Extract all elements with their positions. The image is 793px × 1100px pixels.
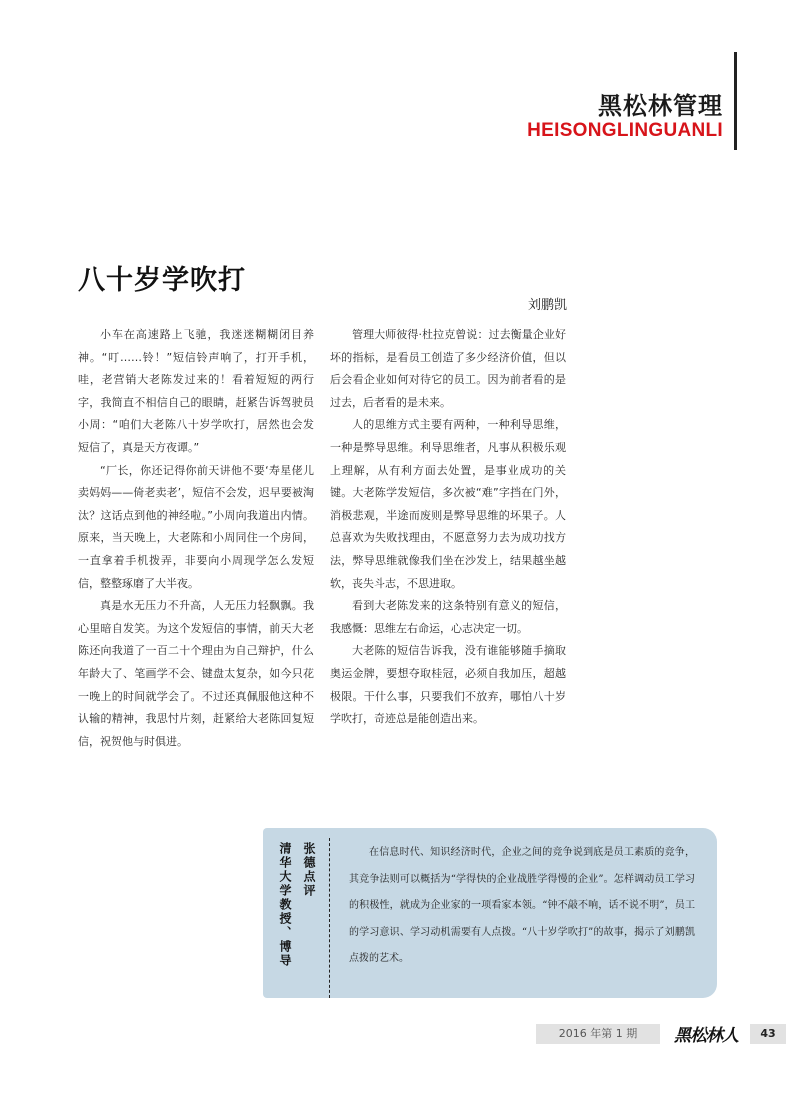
magazine-logo-text: 黑松林人 — [674, 1025, 738, 1046]
article-author: 刘鹏凯 — [527, 298, 567, 313]
commentary-commenter: 张德点评 — [302, 842, 316, 898]
article-title: 八十岁学吹打 — [78, 265, 246, 296]
paragraph: 真是水无压力不升高，人无压力轻飘飘。我心里暗自发笑。为这个发短信的事情，前天大老陈还向我道了一百二十个理由为自己辩护，什么年龄大了、笔画学不会、键盘太复杂，如今只花一晚上的时间就学会了。不过还真佩服他这种不认输的精神，我思忖片刻，赶紧给大老陈回复短信，祝贺他与时俱进。 — [78, 599, 314, 748]
magazine-logo — [662, 1022, 750, 1044]
page-number: 43 — [750, 1024, 786, 1044]
paragraph: “厂长，你还记得你前天讲他不要‘寿星佬儿卖妈妈——倚老卖老’，短信不会发，迟早要被淘汰？这话点到他的神经啦。”小周向我道出内情。原来，当天晚上，大老陈和小周同住一个房间，一直拿着手机拨弄，非要向小周现学怎么发短信，整整琢磨了大半夜。 — [78, 463, 314, 590]
commentary-divider — [329, 838, 330, 998]
header-rule — [734, 52, 737, 150]
article-left-column — [78, 324, 314, 753]
issue-label: 2016 年第 1 期 — [536, 1024, 660, 1044]
column-title: 黑松林管理 — [598, 92, 723, 120]
paragraph: 小车在高速路上飞驰，我迷迷糊糊闭目养神。“叮……铃！”短信铃声响了，打开手机，哇，老营销大老陈发过来的！看着短短的两行字，我简直不相信自己的眼睛，赶紧告诉驾驶员小周：“咱们大老陈八十岁学吹打，居然也会发短信了，真是天方夜谭。” — [78, 328, 314, 454]
column-subtitle: HEISONGLINGUANLI — [527, 120, 723, 141]
commentary-text: 在信息时代、知识经济时代，企业之间的竞争说到底是员工素质的竞争，其竞争法则可以概括为“学得快的企业战胜学得慢的企业”。怎样调动员工学习的积极性，就成为企业家的一项看家本领。“钟不敲不响，话不说不明”，员工的学习意识、学习动机需要有人点拨。“八十岁学吹打”的故事，揭示了刘鹏凯点拨的艺术。 — [349, 847, 695, 964]
paragraph: 看到大老陈发来的这条特别有意义的短信，我感慨：思维左右命运，心志决定一切。 — [330, 599, 566, 635]
commentary-affiliation: 清华大学教授、博导 — [278, 842, 292, 968]
paragraph: 大老陈的短信告诉我，没有谁能够随手摘取奥运金牌，要想夺取桂冠，必须自我加压，超越极限。干什么事，只要我们不放弃，哪怕八十岁学吹打，奇迹总是能创造出来。 — [330, 644, 566, 726]
commentary-text-block — [349, 840, 695, 973]
commentary-box — [263, 828, 717, 998]
paragraph: 管理大师彼得·杜拉克曾说：过去衡量企业好坏的指标，是看员工创造了多少经济价值，但以后会看企业如何对待它的员工。因为前者看的是过去，后者看的是未来。 — [330, 328, 566, 409]
paragraph: 人的思维方式主要有两种，一种利导思维，一种是弊导思维。利导思维者，凡事从积极乐观上理解，从有利方面去处置，是事业成功的关键。大老陈学发短信，多次被“难”字挡在门外，消极悲观，半途而废则是弊导思维的坏果子。人总喜欢为失败找理由，不愿意努力去为成功找方法，弊导思维就像我们坐在沙发上，结果越坐越软，丧失斗志，不思进取。 — [330, 418, 566, 590]
article-right-column — [330, 324, 566, 731]
